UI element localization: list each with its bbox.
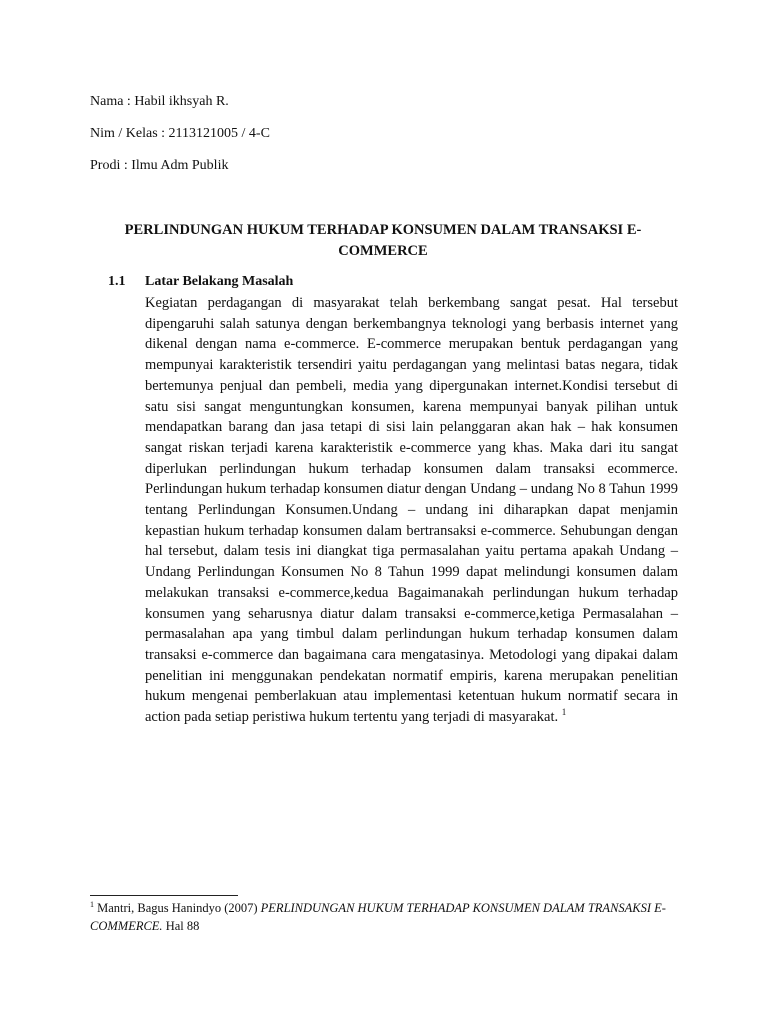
section-heading-text: Latar Belakang Masalah [145,274,294,289]
footnote-reference[interactable]: 1 [561,707,567,718]
footnote [90,900,680,935]
body-paragraph-text: Kegiatan perdagangan di masyarakat telah berkembang sangat pesat. Hal tersebut dipengaruhi salah satunya dengan berkembangnya teknologi yang berbasis internet yang dikenal dengan nama e-commerce. E-commerce merupakan bentuk perdagangan yang mempunyai karakteristik tersendiri yaitu perdagangan yang melintasi batas negara, tidak bertemunya penjual dan pembeli, media yang dipergunakan internet.Kondisi tersebut di satu sisi sangat menguntungkan konsumen, karena mempunyai banyak pilihan untuk mendapatkan barang dan jasa tetapi di sisi lain pelanggaran akan hak – hak konsumen sangat riskan terjadi karena karakteristik e-commerce yang khas. Maka dari itu sangat diperlukan perlindungan hukum terhadap konsumen dalam transaksi ecommerce. Perlindungan hukum terhadap konsumen diatur dengan Undang – undang No 8 Tahun 1999 tentang Perlindungan Konsumen.Undang – undang ini diharapkan dapat menjamin kepastian hukum terhadap konsumen dalam bertransaksi e-commerce. Sehubungan dengan hal tersebut, dalam tesis ini diangkat tiga permasalahan yaitu pertama apakah Undang – Undang Perlindungan Konsumen No 8 Tahun 1999 dapat melindungi konsumen dalam melakukan transaksi e-commerce,kedua Bagaimanakah perlindungan hukum terhadap konsumen yang seharusnya diatur dalam transaksi e-commerce,ketiga Permasalahan – permasalahan apa yang timbul dalam perlindungan hukum terhadap konsumen dalam transaksi e-commerce dan bagaimana cara mengatasinya. Metodologi yang dipakai dalam penelitian ini menggunakan pendekatan normatif empiris, karena merupakan penelitian hukum mengenai pemberlakuan atau implementasi ketentuan hukum normatif secara in action pada setiap peristiwa hukum tertentu yang terjadi di masyarakat. [145,295,678,726]
section-heading [108,273,293,291]
document-title: PERLINDUNGAN HUKUM TERHADAP KONSUMEN DALAM TRANSAKSI E-COMMERCE [124,222,642,259]
footnote-marker: 1 [90,899,94,909]
footnote-title: PERLINDUNGAN HUKUM TERHADAP KONSUMEN DALAM TRANSAKSI E-COMMERCE. [90,901,666,933]
footnote-page: Hal 88 [162,918,200,933]
footnote-separator [90,895,238,896]
body-paragraph [145,293,678,728]
section-number: 1.1 [108,274,126,289]
footnote-author-year: Mantri, Bagus Hanindyo (2007) [94,901,261,915]
student-prodi: Prodi : Ilmu Adm Publik [90,158,229,173]
student-nim-kelas: Nim / Kelas : 2113121005 / 4-C [90,126,270,141]
student-name: Nama : Habil ikhsyah R. [90,94,229,109]
